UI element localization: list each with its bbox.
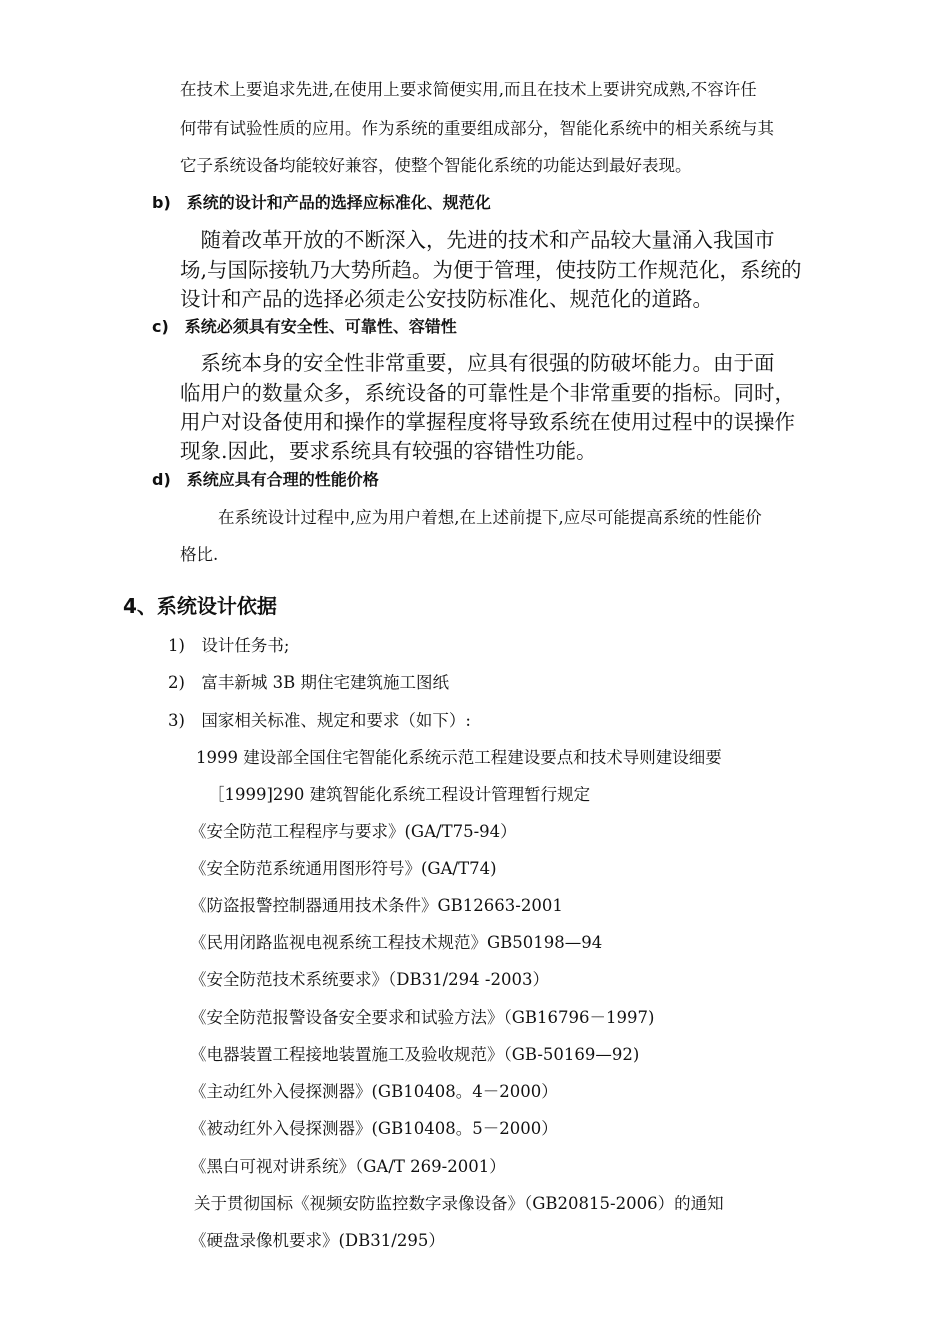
reference-item: 《防盗报警控制器通用技术条件》GB12663-2001 [190,896,563,915]
section-c-line: 临用户的数量众多，系统设备的可靠性是个非常重要的指标。同时， [180,381,795,405]
list-item: 3) 国家相关标准、规定和要求（如下）: [168,711,471,730]
reference-item: 《被动红外入侵探测器》(GB10408。5－2000） [190,1119,558,1138]
reference-item: 《硬盘录像机要求》(DB31/295） [190,1231,445,1250]
section-d-line: 在系统设计过程中,应为用户着想,在上述前提下,应尽可能提高系统的性能价 [218,508,762,527]
section-b-line: 随着改革开放的不断深入，先进的技术和产品较大量涌入我国市 [180,228,775,252]
section-d-line: 格比. [180,545,219,564]
intro-line: 何带有试验性质的应用。作为系统的重要组成部分，智能化系统中的相关系统与其 [180,119,774,138]
reference-item: ［1999]290 建筑智能化系统工程设计管理暂行规定 [208,785,591,804]
intro-line: 在技术上要追求先进,在使用上要求简便实用,而且在技术上要讲究成熟,不容许任 [180,80,757,99]
reference-item: 《电器装置工程接地装置施工及验收规范》（GB-50169—92) [190,1045,640,1064]
section-c-line: 用户对设备使用和操作的掌握程度将导致系统在使用过程中的误操作 [180,410,795,434]
section-4-heading: 4、系统设计依据 [123,594,277,618]
reference-item: 《主动红外入侵探测器》(GB10408。4－2000） [190,1082,558,1101]
reference-item: 《安全防范工程程序与要求》(GA/T75-94） [190,822,517,841]
reference-item: 1999 建设部全国住宅智能化系统示范工程建设要点和技术导则建设细要 [196,748,722,767]
reference-item: 《安全防范技术系统要求》（DB31/294 -2003） [190,970,549,989]
section-b-heading: b) 系统的设计和产品的选择应标准化、规范化 [152,193,491,212]
reference-item: 《民用闭路监视电视系统工程技术规范》GB50198—94 [190,933,603,952]
list-item: 2) 富丰新城 3B 期住宅建筑施工图纸 [168,673,450,692]
intro-line: 它子系统设备均能较好兼容，使整个智能化系统的功能达到最好表现。 [180,156,692,175]
list-item: 1) 设计任务书; [168,636,290,655]
section-b-line: 场,与国际接轨乃大势所趋。为便于管理，使技防工作规范化，系统的 [180,258,802,282]
reference-item: 《安全防范报警设备安全要求和试验方法》（GB16796－1997) [190,1008,655,1027]
reference-item: 关于贯彻国标《视频安防监控数字录像设备》（GB20815-2006）的通知 [194,1194,724,1213]
reference-item: 《黑白可视对讲系统》（GA/T 269-2001） [190,1157,506,1176]
section-d-heading: d) 系统应具有合理的性能价格 [152,470,379,489]
section-c-line: 现象.因此，要求系统具有较强的容错性功能。 [180,439,597,463]
section-b-line: 设计和产品的选择必须走公安技防标准化、规范化的道路。 [180,287,713,311]
section-c-heading: c) 系统必须具有安全性、可靠性、容错性 [152,317,457,336]
section-c-line: 系统本身的安全性非常重要，应具有很强的防破坏能力。由于面 [180,351,775,375]
reference-item: 《安全防范系统通用图形符号》(GA/T74) [190,859,497,878]
